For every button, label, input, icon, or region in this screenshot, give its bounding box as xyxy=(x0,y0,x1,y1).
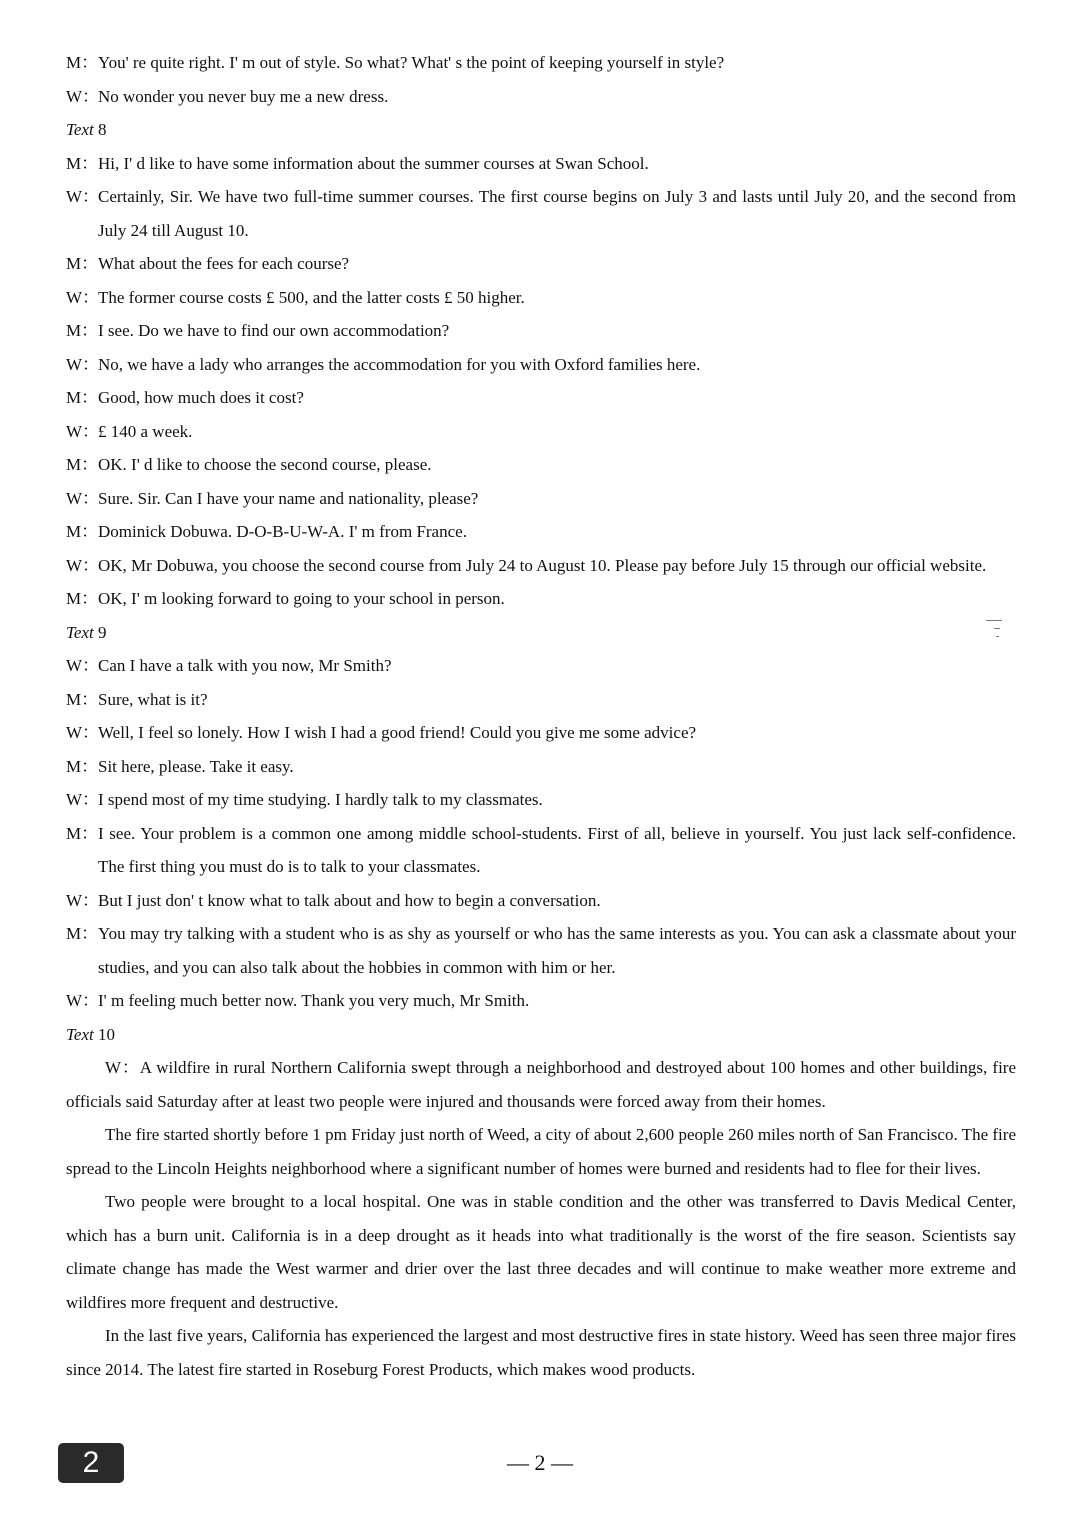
speaker-label: M： xyxy=(66,254,99,273)
dialogue-line xyxy=(66,448,1016,482)
dialogue-line xyxy=(66,415,1016,449)
speaker-label: M： xyxy=(66,321,99,340)
heading-number: 8 xyxy=(97,120,107,139)
dialogue-line xyxy=(66,515,1016,549)
heading-label: Text xyxy=(66,120,94,139)
speaker-label: W： xyxy=(66,421,100,441)
heading-label: Text xyxy=(66,1024,94,1044)
dialogue-line xyxy=(66,247,1016,281)
dialogue-line xyxy=(66,482,1016,516)
dialogue-line xyxy=(66,281,1016,315)
speaker-label: W： xyxy=(66,991,100,1010)
page-number: — 2 — xyxy=(507,1450,573,1475)
passage-paragraph: Two people were brought to a local hospital. One was in stable condition and the other was transferred to Davis Medical Center, which has a burn unit. California is in a deep drought as it heads into what traditionally is the worst of the fire season. Scientists say climate change has made the West warmer and drier over the last three decades and will continue to make weather more extreme and wildfires more frequent and destructive. xyxy=(66,1192,1016,1312)
dialogue-line xyxy=(66,348,1016,382)
speaker-label: M： xyxy=(66,522,99,541)
section-heading-text9 xyxy=(66,616,1016,650)
dialogue-line xyxy=(66,80,1016,114)
dialogue-line xyxy=(66,180,1016,247)
speaker-label: W： xyxy=(66,555,100,575)
heading-number: 9 xyxy=(97,622,107,642)
dialogue-line xyxy=(66,817,1016,884)
speaker-label: W： xyxy=(66,187,100,206)
dialogue-text: I see. Your problem is a common one among middle school-students. First of all, believe in yourself. You just lack self-confidence. The first thing you must do is to talk to your classmates. xyxy=(98,823,1016,876)
dialogue-line xyxy=(66,984,1016,1018)
dialogue-text: Sure, what is it? xyxy=(98,689,208,709)
speaker-label: W： xyxy=(66,488,100,508)
passage-paragraph: The fire started shortly before 1 pm Friday just north of Weed, a city of about 2,600 people 260 miles north of San Francisco. The fire spread to the Lincoln Heights neighborhood where a significant number of homes were burned and residents had to flee for their lives. xyxy=(66,1125,1016,1178)
page-badge: 2 xyxy=(58,1443,124,1483)
dialogue-text: What about the fees for each course? xyxy=(98,254,350,273)
dialogue-line xyxy=(66,549,1016,583)
dialogue-text: No, we have a lady who arranges the accommodation for you with Oxford families here. xyxy=(98,354,701,374)
dialogue-text: Hi, I' d like to have some information about the summer courses at Swan School. xyxy=(98,153,649,173)
section-heading-text8 xyxy=(66,113,1016,147)
heading-label: Text xyxy=(66,622,94,642)
speaker-label: M： xyxy=(66,388,99,407)
section-heading-text10 xyxy=(66,1018,1016,1052)
passage-paragraph: In the last five years, California has experienced the largest and most destructive fires in state history. Weed has seen three major fires since 2014. The latest fire started in Roseburg Forest Products, which makes wood products. xyxy=(66,1326,1016,1379)
dialogue-text: OK. I' d like to choose the second course, please. xyxy=(98,455,432,474)
dialogue-text: Good, how much does it cost? xyxy=(98,388,304,407)
speaker-label: W： xyxy=(66,656,100,675)
dialogue-text: I' m feeling much better now. Thank you very much, Mr Smith. xyxy=(98,991,530,1010)
speaker-label: M： xyxy=(66,823,99,843)
speaker-label: M： xyxy=(66,689,99,709)
dialogue-line xyxy=(66,750,1016,784)
dialogue-text: You may try talking with a student who is as shy as yourself or who has the same interests as you. You can ask a classmate about your studies, and you can also talk about the hobbies in common with him or her. xyxy=(98,924,1016,977)
dialogue-text: The former course costs £ 500, and the latter costs £ 50 higher. xyxy=(98,287,525,307)
speaker-label: M： xyxy=(66,756,99,776)
speaker-label: W： xyxy=(66,890,100,910)
speaker-label: M： xyxy=(66,924,99,943)
dialogue-text: But I just don' t know what to talk about and how to begin a conversation. xyxy=(98,890,601,910)
dialogue-text: OK, I' m looking forward to going to your school in person. xyxy=(98,589,505,608)
dialogue-line xyxy=(66,884,1016,918)
speaker-label: M： xyxy=(66,153,99,173)
dialogue-text: I spend most of my time studying. I hardly talk to my classmates. xyxy=(98,790,543,809)
speaker-label: M： xyxy=(66,53,99,72)
dialogue-text: You' re quite right. I' m out of style. So what? What' s the point of keeping yourself in style? xyxy=(98,53,725,72)
dialogue-line xyxy=(66,917,1016,984)
margin-tick-marks xyxy=(986,620,1006,660)
dialogue-line xyxy=(66,314,1016,348)
speaker-label: M： xyxy=(66,589,99,608)
dialogue-text: £ 140 a week. xyxy=(98,421,193,441)
dialogue-text: Can I have a talk with you now, Mr Smith? xyxy=(98,656,392,675)
dialogue-text: I see. Do we have to find our own accommodation? xyxy=(98,321,450,340)
dialogue-text: Well, I feel so lonely. How I wish I had a good friend! Could you give me some advice? xyxy=(98,723,697,742)
dialogue-line xyxy=(66,716,1016,750)
passage-paragraph: W：A wildfire in rural Northern California swept through a neighborhood and destroyed about 100 homes and other buildings, fire officials said Saturday after at least two people were injured and thousands were forced away from their homes. xyxy=(66,1058,1016,1111)
speaker-label: W： xyxy=(66,354,100,374)
dialogue-text: Certainly, Sir. We have two full-time summer courses. The first course begins on July 3 and lasts until July 20, and the second from July 24 till August 10. xyxy=(98,187,1016,240)
dialogue-line xyxy=(66,783,1016,817)
speaker-label: W： xyxy=(66,790,100,809)
speaker-label: W： xyxy=(66,86,100,106)
dialogue-line xyxy=(66,649,1016,683)
speaker-label: W： xyxy=(66,287,100,307)
page-content xyxy=(66,46,1016,1386)
dialogue-text: No wonder you never buy me a new dress. xyxy=(98,86,389,106)
dialogue-line xyxy=(66,582,1016,616)
dialogue-line xyxy=(66,46,1016,80)
speaker-label: M： xyxy=(66,455,99,474)
dialogue-text: Sure. Sir. Can I have your name and nationality, please? xyxy=(98,488,479,508)
dialogue-text: Dominick Dobuwa. D-O-B-U-W-A. I' m from France. xyxy=(98,522,467,541)
dialogue-line xyxy=(66,147,1016,181)
dialogue-text: Sit here, please. Take it easy. xyxy=(98,756,294,776)
heading-number: 10 xyxy=(97,1024,115,1044)
dialogue-line xyxy=(66,683,1016,717)
speaker-label: W： xyxy=(66,723,100,742)
dialogue-text: OK, Mr Dobuwa, you choose the second course from July 24 to August 10. Please pay before July 15 through our official website. xyxy=(98,555,987,575)
dialogue-line xyxy=(66,381,1016,415)
